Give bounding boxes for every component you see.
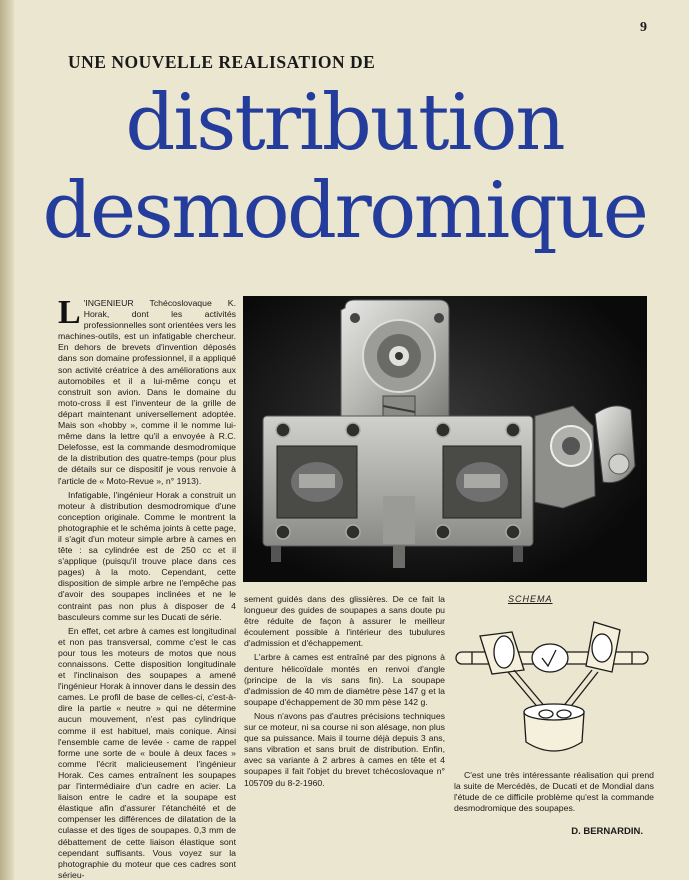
middle-text-column	[244, 594, 445, 792]
article-title-line-2: desmodromique	[42, 166, 647, 256]
schema-drawing	[452, 592, 652, 764]
paragraph: L 'INGENIEUR Tchécoslovaque K. Horak, dont les activités professionnelles sont orientées vers les machines-outils, est un infatigable chercheur. En dehors de brevets d'invention déposés dans son domaine professionnel, il a appliqué son activité créatrice à des améliorations aux automobiles et il a lui-même conçu et construit son avion. Dans le domaine du moto-cross il est l'inventeur de la grille de départ maintenant universellement adoptée. Mais son «hobby », comme il le nomme lui-même dans la lettre qu'il a envoyée à R.C. Delefosse, est la commande desmodromique de la distribution des quatre-temps (pour plus de détails sur ce dispositif je vous renvoie à l'article de « Moto-Revue », n° 1913).	[58, 294, 236, 486]
paragraph: sement guidés dans des glissières. De ce fait la longueur des guides de soupapes a sans doute pu être réduite de façon à assurer le meilleur écoulement possible à l'intérieur des tubulures d'admission et d'échappement.	[244, 594, 445, 649]
left-text-column	[58, 294, 236, 880]
article-kicker: UNE NOUVELLE REALISATION DE	[68, 52, 376, 72]
engine-photo-drawing	[243, 296, 647, 582]
page-number: 9	[640, 20, 647, 35]
paragraph: L'arbre à cames est entraîné par des pignons à denture hélicoïdale montés en renvoi d'angle (principe de la vis sans fin). La soupape d'admission de 40 mm de diamètre pèse 147 g et la soupape d'échappement de 30 mm pèse 142 g.	[244, 652, 445, 707]
schema-title: SCHEMA	[508, 594, 553, 604]
paragraph: C'est une très intéressante réalisation qui prend la suite de Mercédès, de Ducati et de Mondial dans l'étude de ce difficile problème qu'est la commande desmodromique des soupapes.	[454, 770, 654, 814]
paragraph: Infatigable, l'ingénieur Horak a construit un moteur à distribution desmodromique d'une conception originale. Comme le montrent la photographie et le schéma joints à cette page, il s'agit d'un moteur simple arbre à cames en tête : sa cylindrée est de 250 cc et il s'applique (puisqu'il trouve place dans ces pages) à la moto. Cependant, cette disposition de simple arbre ne l'empêche pas d'avoir des soupapes inclinées et ne le contraint pas non plus à disposer de 4 basculeurs comme sur les Ducati de série.	[58, 489, 236, 622]
paragraph: Nous n'avons pas d'autres précisions techniques sur ce moteur, ni sa course ni son alésage, non plus que sa puissance. Mais il tourne déjà depuis 3 ans, sans vibration et sans bruit de distribution. Enfin, avec sa variante à 2 arbres à cames en tête et 4 soupapes il fait l'objet du brevet tchécoslovaque n° 105709 du 8-2-1960.	[244, 710, 445, 788]
article-title-line-1: distribution	[125, 78, 564, 168]
valve-schema-figure	[452, 592, 652, 764]
drop-cap: L	[58, 294, 81, 331]
right-text-column	[454, 770, 654, 817]
paragraph: En effet, cet arbre à cames est longitudinal et non pas transversal, comme c'est le cas pour tous les moteurs de motos que nous connaissons. Cette disposition longitudinale et l'inclinaison des soupapes a amené l'ingénieur Horak à innover dans le dessin des cames. Le profil de base de celles-ci, c'est-à-dire la partie « neutre » qui ne détermine aucun mouvement, n'est pas cylindrique comme il est habituel, mais conique. Ainsi l'ensemble came de levée - came de rappel forme une sorte de « boule à deux faces » comme l'écrit malicieusement l'ingénieur Horak. Ces cames entraînent les soupapes par l'intermédiaire d'un cadre en acier. La liaison entre le cadre et la soupape est élastique afin d'assurer l'étanchéité et de compenser les différences de dilatation de la culasse et des tiges de soupapes. 0,3 mm de débattement de cette liaison élastique sont cependant suffisants. Vous voyez sur la photographie du moteur que ces cadres sont sérieu-	[58, 625, 236, 880]
engine-photo	[243, 296, 647, 582]
author-signature: D. BERNARDIN.	[571, 826, 643, 837]
